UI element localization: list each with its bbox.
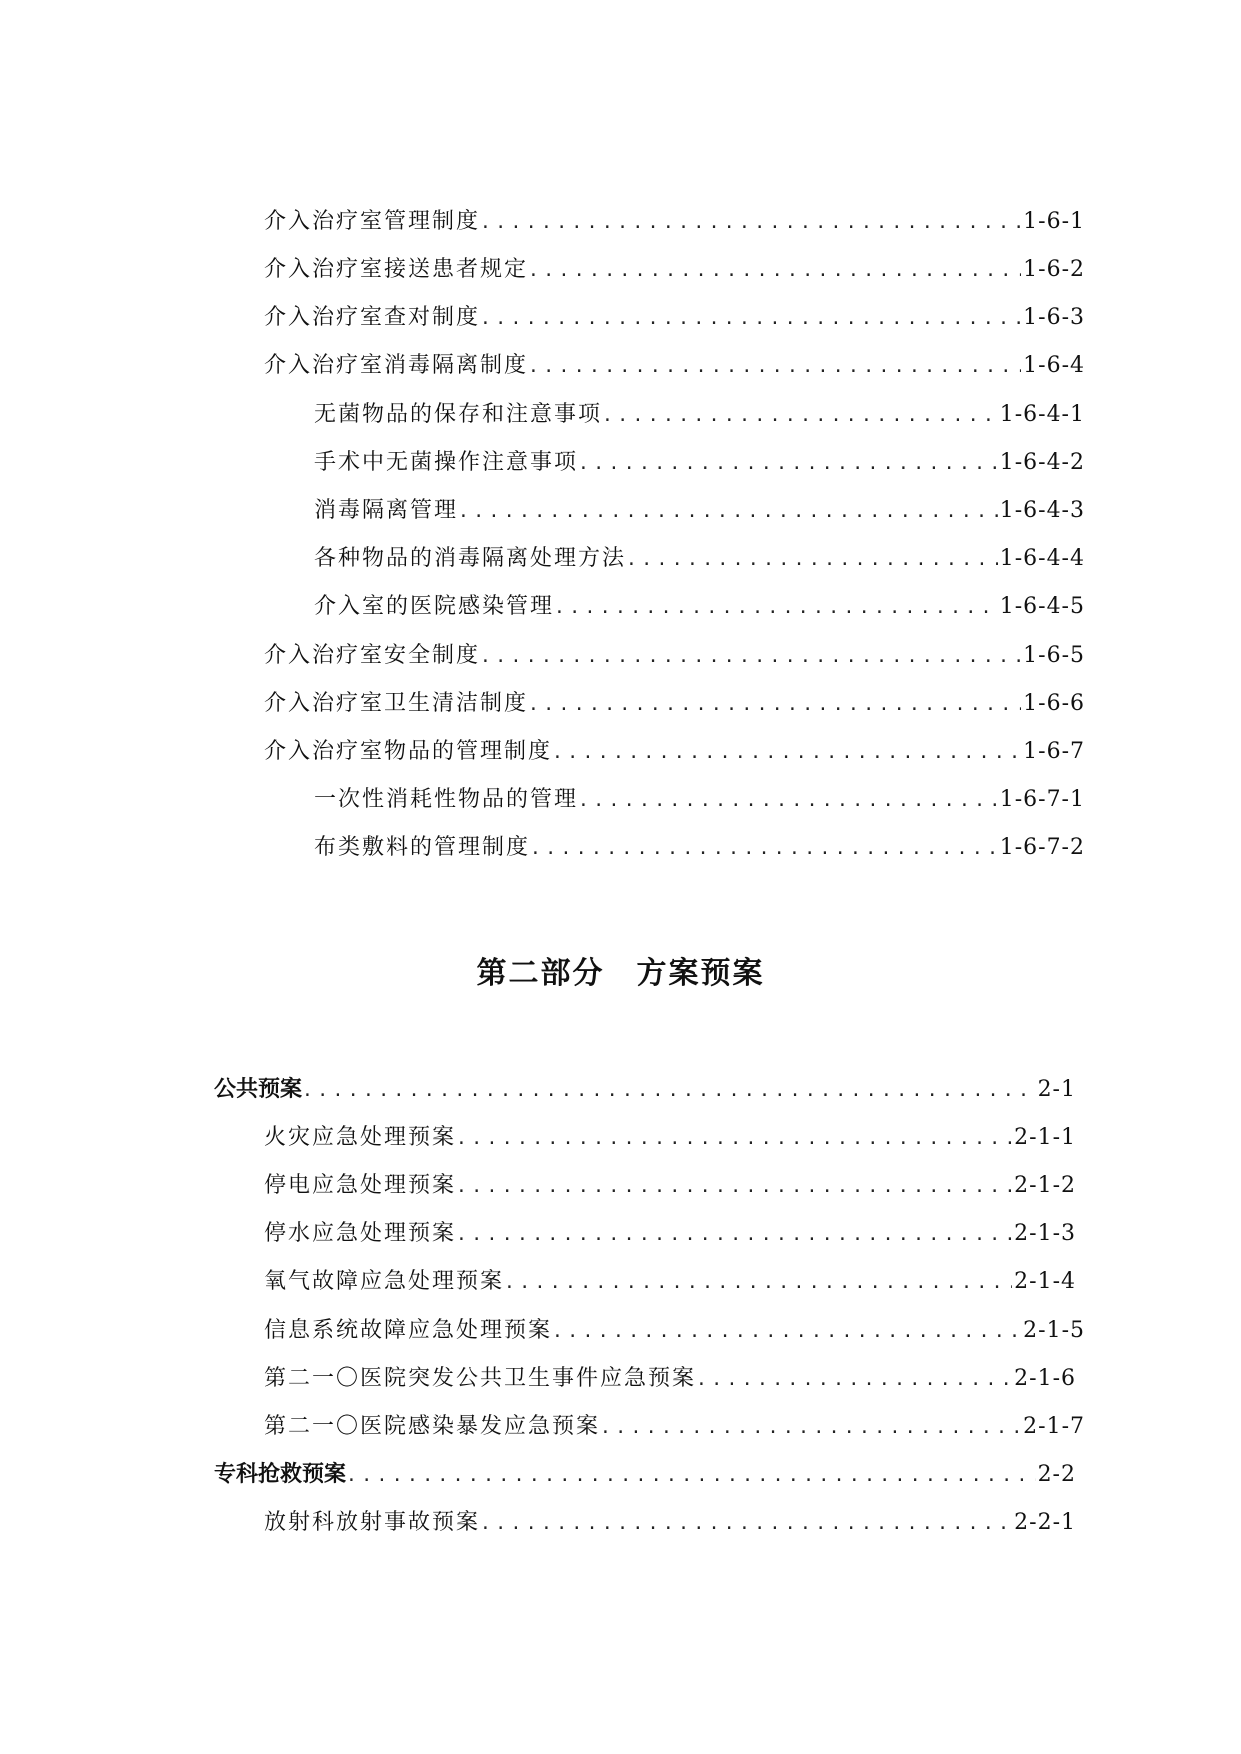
toc-entry-page: 2-1 — [1037, 1077, 1076, 1102]
leader-dots — [528, 256, 1021, 286]
leader-dots — [456, 1220, 1012, 1250]
toc-entry-title: 火灾应急处理预案 — [264, 1125, 457, 1150]
leader-dots — [578, 449, 998, 479]
toc-entry-title: 手术中无菌操作注意事项 — [314, 450, 579, 475]
toc-subentry[interactable] — [314, 833, 1085, 864]
toc-entry[interactable] — [264, 1267, 1076, 1298]
toc-subentry[interactable] — [314, 496, 1085, 527]
toc-entry[interactable] — [264, 1171, 1076, 1202]
toc-entry-title: 布类敷料的管理制度 — [314, 835, 531, 860]
leader-dots — [602, 401, 998, 431]
toc-entry-page: 2-1-6 — [1014, 1366, 1076, 1391]
toc-entry-title: 专科抢救预案 — [214, 1462, 347, 1487]
leader-dots — [504, 1268, 1012, 1298]
leader-dots — [480, 1509, 1012, 1539]
toc-entry-page: 1-6-2 — [1023, 257, 1085, 282]
toc-entry-page: 2-2 — [1037, 1462, 1076, 1487]
toc-entry-page: 2-1-2 — [1014, 1173, 1076, 1198]
toc-entry-title: 消毒隔离管理 — [314, 498, 459, 523]
leader-dots — [578, 786, 998, 816]
leader-dots — [552, 738, 1021, 768]
leader-dots — [346, 1461, 1036, 1491]
toc-entry-page: 2-2-1 — [1014, 1510, 1076, 1535]
leader-dots — [480, 208, 1021, 238]
toc-entry[interactable] — [264, 207, 1085, 238]
leader-dots — [626, 545, 998, 575]
toc-subentry[interactable] — [314, 592, 1085, 623]
toc-entry-title: 无菌物品的保存和注意事项 — [314, 402, 603, 427]
leader-dots — [480, 642, 1021, 672]
toc-entry-page: 1-6-4 — [1023, 353, 1085, 378]
leader-dots — [302, 1076, 1036, 1106]
toc-entry-page: 1-6-7-2 — [999, 835, 1085, 860]
leader-dots — [552, 1317, 1021, 1347]
toc-entry-title: 介入治疗室安全制度 — [264, 643, 481, 668]
toc-entry[interactable] — [264, 1219, 1076, 1250]
toc-entry[interactable] — [264, 303, 1085, 334]
toc-entry-title: 停电应急处理预案 — [264, 1173, 457, 1198]
toc-section-heading[interactable] — [214, 1460, 1076, 1491]
toc-entry-title: 停水应急处理预案 — [264, 1221, 457, 1246]
leader-dots — [456, 1172, 1012, 1202]
toc-entry-title: 氧气故障应急处理预案 — [264, 1269, 505, 1294]
toc-entry-page: 2-1-7 — [1023, 1414, 1085, 1439]
toc-entry-title: 公共预案 — [214, 1077, 303, 1102]
toc-entry-title: 信息系统故障应急处理预案 — [264, 1318, 553, 1343]
toc-entry[interactable] — [264, 737, 1085, 768]
toc-subentry[interactable] — [314, 544, 1085, 575]
toc-entry-page: 1-6-4-3 — [999, 498, 1085, 523]
toc-entry[interactable] — [264, 255, 1085, 286]
toc-entry-title: 介入治疗室卫生清洁制度 — [264, 691, 529, 716]
toc-entry-title: 各种物品的消毒隔离处理方法 — [314, 546, 627, 571]
leader-dots — [554, 593, 998, 623]
toc-entry[interactable] — [264, 1316, 1085, 1347]
part-heading: 第二部分 方案预案 — [476, 956, 765, 991]
toc-subentry[interactable] — [314, 785, 1085, 816]
toc-entry-title: 第二一〇医院感染暴发应急预案 — [264, 1414, 601, 1439]
toc-entry-page: 1-6-4-2 — [999, 450, 1085, 475]
leader-dots — [458, 497, 998, 527]
toc-entry-page: 1-6-7 — [1023, 739, 1085, 764]
toc-entry-title: 介入治疗室查对制度 — [264, 305, 481, 330]
toc-entry[interactable] — [264, 689, 1085, 720]
toc-entry-page: 1-6-4-4 — [999, 546, 1085, 571]
toc-entry-title: 介入室的医院感染管理 — [314, 594, 555, 619]
toc-entry-page: 2-1-1 — [1014, 1125, 1076, 1150]
leader-dots — [530, 834, 998, 864]
toc-entry[interactable] — [264, 351, 1085, 382]
toc-entry-page: 1-6-3 — [1023, 305, 1085, 330]
toc-entry-title: 一次性消耗性物品的管理 — [314, 787, 579, 812]
leader-dots — [480, 304, 1021, 334]
toc-entry[interactable] — [264, 1123, 1076, 1154]
leader-dots — [600, 1413, 1021, 1443]
toc-entry-page: 1-6-1 — [1023, 209, 1085, 234]
toc-entry[interactable] — [264, 1364, 1076, 1395]
toc-entry-page: 2-1-4 — [1014, 1269, 1076, 1294]
toc-entry-title: 介入治疗室接送患者规定 — [264, 257, 529, 282]
toc-entry-page: 2-1-5 — [1023, 1318, 1085, 1343]
toc-entry-title: 介入治疗室物品的管理制度 — [264, 739, 553, 764]
toc-entry-title: 第二一〇医院突发公共卫生事件应急预案 — [264, 1366, 697, 1391]
toc-subentry[interactable] — [314, 448, 1085, 479]
leader-dots — [528, 352, 1021, 382]
toc-entry-page: 1-6-7-1 — [999, 787, 1085, 812]
toc-section-heading[interactable] — [214, 1075, 1076, 1106]
toc-entry-title: 介入治疗室管理制度 — [264, 209, 481, 234]
leader-dots — [696, 1365, 1012, 1395]
toc-entry-page: 2-1-3 — [1014, 1221, 1076, 1246]
toc-entry-title: 放射科放射事故预案 — [264, 1510, 481, 1535]
toc-entry[interactable] — [264, 1412, 1085, 1443]
toc-entry-title: 介入治疗室消毒隔离制度 — [264, 353, 529, 378]
leader-dots — [528, 690, 1021, 720]
toc-subentry[interactable] — [314, 400, 1085, 431]
toc-entry-page: 1-6-6 — [1023, 691, 1085, 716]
toc-entry-page: 1-6-4-5 — [999, 594, 1085, 619]
toc-entry[interactable] — [264, 1508, 1076, 1539]
toc-entry[interactable] — [264, 641, 1085, 672]
toc-entry-page: 1-6-4-1 — [999, 402, 1085, 427]
toc-entry-page: 1-6-5 — [1023, 643, 1085, 668]
leader-dots — [456, 1124, 1012, 1154]
